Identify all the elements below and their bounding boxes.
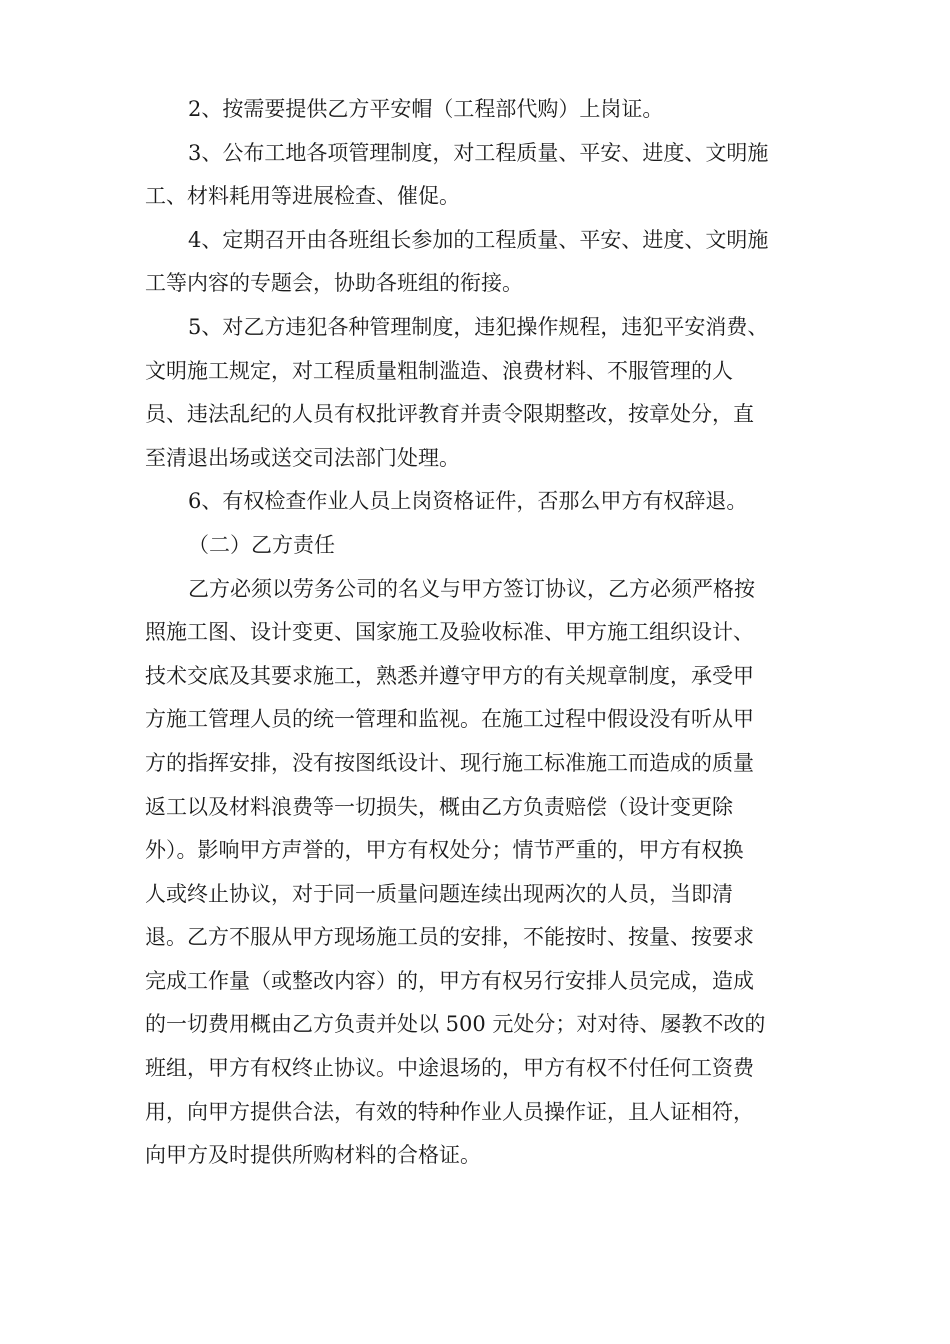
text-line: 的一切费用概由乙方负责并处以 500 元处分；对对待、屡教不改的 — [145, 1012, 766, 1037]
text-line: 返工以及材料浪费等一切损失，概由乙方负责赔偿（设计变更除 — [145, 794, 733, 819]
document-body — [145, 88, 805, 1178]
text-line: 员、违法乱纪的人员有权批评教育并责令限期整改，按章处分，直 — [145, 402, 754, 427]
text-line: 至清退出场或送交司法部门处理。 — [145, 445, 460, 470]
text-line: 退。乙方不服从甲方现场施工员的安排，不能按时、按量、按要求 — [145, 925, 754, 950]
text-line: 3、公布工地各项管理制度，对工程质量、平安、进度、文明施 — [188, 140, 769, 165]
text-line: 向甲方及时提供所购材料的合格证。 — [145, 1143, 481, 1168]
text-line: 技术交底及其要求施工，熟悉并遵守甲方的有关规章制度，承受甲 — [145, 663, 754, 688]
text-line: 工等内容的专题会，协助各班组的衔接。 — [145, 271, 523, 296]
text-line: 6、有权检查作业人员上岗资格证件，否那么甲方有权辞退。 — [188, 489, 748, 514]
text-line: 班组，甲方有权终止协议。中途退场的，甲方有权不付任何工资费 — [145, 1056, 754, 1081]
text-line: 文明施工规定，对工程质量粗制滥造、浪费材料、不服管理的人 — [145, 358, 733, 383]
text-line: 完成工作量（或整改内容）的，甲方有权另行安排人员完成，造成 — [145, 968, 754, 993]
text-line: 外）。影响甲方声誉的，甲方有权处分；情节严重的，甲方有权换 — [145, 838, 744, 863]
text-line: 乙方必须以劳务公司的名义与甲方签订协议，乙方必须严格按 — [188, 576, 755, 601]
text-line: 人或终止协议，对于同一质量问题连续出现两次的人员，当即清 — [145, 881, 733, 906]
text-line: （二）乙方责任 — [188, 532, 335, 557]
text-line: 用，向甲方提供合法，有效的特种作业人员操作证，且人证相符， — [145, 1099, 754, 1124]
text-line: 照施工图、设计变更、国家施工及验收标准、甲方施工组织设计、 — [145, 620, 754, 645]
text-line: 方的指挥安排，没有按图纸设计、现行施工标准施工而造成的质量 — [145, 750, 754, 775]
text-line: 方施工管理人员的统一管理和监视。在施工过程中假设没有听从甲 — [145, 707, 754, 732]
text-line: 4、定期召开由各班组长参加的工程质量、平安、进度、文明施 — [188, 227, 769, 252]
text-line: 2、按需要提供乙方平安帽（工程部代购）上岗证。 — [188, 97, 664, 121]
text-line: 5、对乙方违犯各种管理制度，违犯操作规程，违犯平安消费、 — [188, 314, 769, 339]
text-line: 工、材料耗用等进展检查、催促。 — [145, 184, 460, 209]
